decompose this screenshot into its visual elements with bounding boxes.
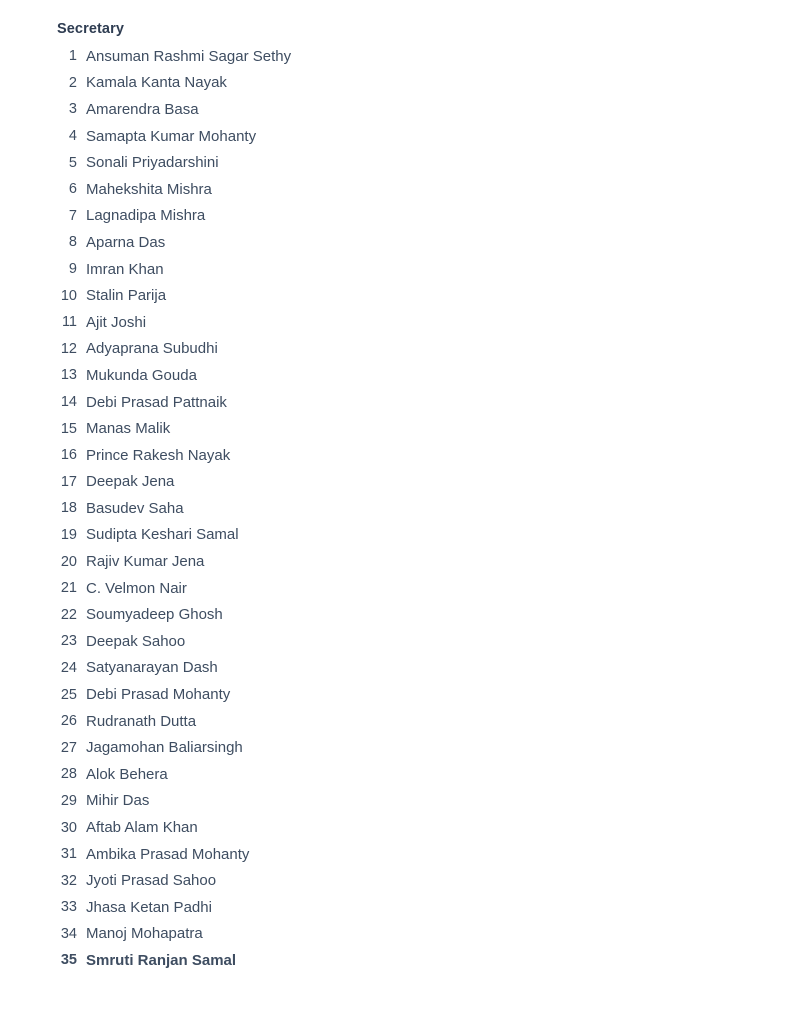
secretary-member-list: [57, 43, 796, 974]
list-item: [57, 495, 796, 522]
member-name: Debi Prasad Pattnaik: [86, 393, 227, 411]
list-item: [57, 788, 796, 815]
list-item: [57, 309, 796, 336]
list-item: [57, 921, 796, 948]
list-item: [57, 415, 796, 442]
member-number: 4: [68, 128, 77, 145]
member-name: Adyaprana Subudhi: [86, 340, 218, 358]
member-number: 3: [68, 101, 77, 118]
list-item: [57, 814, 796, 841]
member-name: Samapta Kumar Mohanty: [86, 127, 257, 145]
member-name: Jyoti Prasad Sahoo: [86, 872, 217, 890]
member-number: 21: [60, 580, 77, 597]
list-item: [57, 203, 796, 230]
page-title: Secretary: [57, 21, 125, 37]
list-item: [57, 734, 796, 761]
list-item: [57, 867, 796, 894]
member-number: 20: [60, 553, 77, 570]
member-name: Rudranath Dutta: [86, 712, 197, 730]
member-number: 7: [68, 207, 77, 224]
member-number: 2: [68, 74, 77, 91]
list-item: [57, 149, 796, 176]
member-name: Alok Behera: [86, 765, 168, 783]
list-item: [57, 469, 796, 496]
list-item: [57, 96, 796, 123]
member-number: 10: [60, 287, 77, 304]
member-name: Aparna Das: [86, 233, 166, 251]
list-item: [57, 176, 796, 203]
member-number: 1: [68, 48, 77, 65]
member-number: 32: [60, 872, 77, 889]
list-item: [57, 894, 796, 921]
list-item: [57, 601, 796, 628]
list-item: [57, 522, 796, 549]
member-number: 23: [60, 633, 77, 650]
list-item: [57, 841, 796, 868]
member-name: Deepak Jena: [86, 473, 175, 491]
list-item: [57, 282, 796, 309]
member-name: Mahekshita Mishra: [86, 180, 212, 198]
member-number: 12: [60, 340, 77, 357]
member-name: Manas Malik: [86, 420, 171, 438]
list-item: [57, 43, 796, 70]
member-number: 31: [60, 846, 77, 863]
member-name: Ansuman Rashmi Sagar Sethy: [86, 47, 292, 65]
list-item: [57, 681, 796, 708]
member-name: Sudipta Keshari Samal: [86, 526, 239, 544]
member-number: 19: [60, 526, 77, 543]
member-number: 13: [60, 367, 77, 384]
list-item: [57, 229, 796, 256]
member-name: C. Velmon Nair: [86, 579, 187, 597]
member-number: 34: [60, 925, 77, 942]
member-number: 35: [60, 952, 77, 969]
member-number: 15: [60, 420, 77, 437]
member-number: 8: [68, 234, 77, 251]
member-number: 28: [60, 766, 77, 783]
list-item: [57, 336, 796, 363]
member-name: Prince Rakesh Nayak: [86, 446, 231, 464]
list-item: [57, 575, 796, 602]
member-name: Amarendra Basa: [86, 100, 199, 118]
member-number: 6: [68, 181, 77, 198]
list-item: [57, 947, 796, 974]
member-number: 11: [61, 314, 77, 331]
member-name: Mukunda Gouda: [86, 366, 197, 384]
member-number: 24: [60, 659, 77, 676]
member-name: Soumyadeep Ghosh: [86, 606, 223, 624]
member-name: Deepak Sahoo: [86, 632, 186, 650]
member-number: 27: [60, 739, 77, 756]
member-number: 9: [68, 261, 77, 278]
member-number: 5: [68, 154, 77, 171]
member-number: 29: [60, 792, 77, 809]
member-name: Mihir Das: [86, 792, 150, 810]
list-item: [57, 548, 796, 575]
list-item: [57, 442, 796, 469]
member-name: Jhasa Ketan Padhi: [86, 898, 212, 916]
list-item: [57, 256, 796, 283]
list-item: [57, 655, 796, 682]
member-number: 17: [60, 473, 77, 490]
list-item: [57, 389, 796, 416]
member-name: Stalin Parija: [86, 287, 167, 305]
member-name: Lagnadipa Mishra: [86, 207, 206, 225]
member-number: 25: [60, 686, 77, 703]
member-number: 30: [60, 819, 77, 836]
member-name: Aftab Alam Khan: [86, 819, 198, 837]
list-item: [57, 123, 796, 150]
list-item: [57, 70, 796, 97]
member-name: Ambika Prasad Mohanty: [86, 845, 250, 863]
member-name: Jagamohan Baliarsingh: [86, 739, 243, 757]
member-name: Manoj Mohapatra: [86, 925, 203, 943]
list-item: [57, 708, 796, 735]
member-number: 22: [60, 606, 77, 623]
member-name: Debi Prasad Mohanty: [86, 686, 231, 704]
member-number: 14: [60, 394, 77, 411]
member-name: Smruti Ranjan Samal: [86, 951, 237, 969]
member-name: Kamala Kanta Nayak: [86, 74, 227, 92]
member-name: Imran Khan: [86, 260, 164, 278]
member-number: 18: [60, 500, 77, 517]
member-name: Rajiv Kumar Jena: [86, 553, 205, 571]
member-name: Satyanarayan Dash: [86, 659, 218, 677]
member-name: Ajit Joshi: [86, 313, 147, 331]
member-number: 33: [60, 899, 77, 916]
member-number: 16: [60, 447, 77, 464]
list-item: [57, 761, 796, 788]
list-item: [57, 362, 796, 389]
member-name: Sonali Priyadarshini: [86, 154, 219, 172]
member-number: 26: [60, 713, 77, 730]
list-item: [57, 628, 796, 655]
member-name: Basudev Saha: [86, 499, 184, 517]
